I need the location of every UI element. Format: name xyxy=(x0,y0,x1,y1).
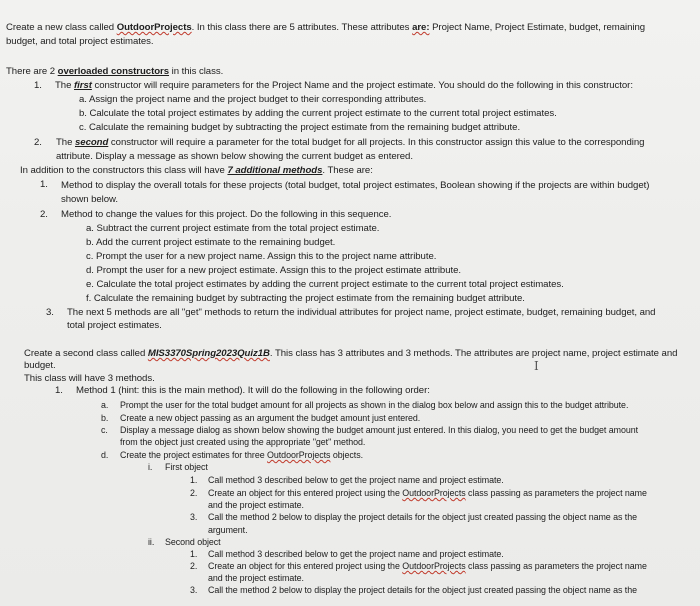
list-number: 2. xyxy=(190,488,198,498)
item-text: The xyxy=(56,137,75,148)
method-3-line-2: total project estimates. xyxy=(67,320,162,331)
method-2-a: a. Subtract the current project estimate from the total project estimate. xyxy=(86,223,380,234)
intro-are-word: are: xyxy=(412,22,430,33)
step-c-line-2: from the object just created using the appropriate "get" method. xyxy=(120,437,366,447)
list-number: 3. xyxy=(46,307,54,318)
step-b: Create a new object passing as an argument the budget amount just entered. xyxy=(120,413,421,423)
constructor-1-text xyxy=(55,80,633,92)
list-number: 1. xyxy=(190,475,198,485)
list-number: 3. xyxy=(190,512,198,522)
first-object-step-2 xyxy=(208,487,647,499)
constructor-2-line-2: attribute. Display a message as shown below showing the current budget as entered. xyxy=(56,151,413,162)
item-text: Create an object for this entered project using the xyxy=(208,488,403,498)
second-class-line-1 xyxy=(24,348,677,360)
method-1-line-2: shown below. xyxy=(61,194,118,205)
second-object-step-2-line-2: and the project estimate. xyxy=(208,573,304,583)
method-3-line-1: The next 5 methods are all "get" methods to return the individual attributes for project name, project estimate, budget, remaining budget, and xyxy=(67,307,656,318)
step-a: Prompt the user for the total budget amount for all projects as shown in the dialog box below and assign this to the budget attribute. xyxy=(120,400,629,410)
methods-heading xyxy=(20,165,373,177)
list-roman: i. xyxy=(148,462,153,472)
item-text: . This class has 3 attributes and 3 methods. The attributes are project name, project estimate and xyxy=(269,348,678,359)
additional-methods-label: 7 additional methods xyxy=(227,165,323,176)
second-object-step-3: Call the method 2 below to display the project details for the object just created passing the object name as the xyxy=(208,585,637,595)
list-letter: b. xyxy=(101,413,109,423)
list-number: 1. xyxy=(34,80,42,91)
list-number: 1. xyxy=(55,385,63,396)
second-class-line-2: budget. xyxy=(24,360,56,371)
step-c-line-1: Display a message dialog as shown below showing the budget amount just entered. In this dialog, you need to get the budget amount xyxy=(120,425,639,435)
class-name-outdoorprojects: OutdoorProjects xyxy=(402,488,466,498)
item-text: Create a second class called xyxy=(24,348,148,359)
list-roman: ii. xyxy=(148,537,155,547)
first-label: first xyxy=(74,80,92,91)
constructor-1-b: b. Calculate the total project estimates by adding the current project estimate to the current total project estimates. xyxy=(79,108,557,119)
item-text: constructor will require a parameter for the total budget for all projects. In this constructor assign this value to the corresponding xyxy=(108,137,645,148)
list-number: 3. xyxy=(190,585,198,595)
second-object-step-2 xyxy=(208,560,647,572)
first-object-step-3: Call the method 2 below to display the project details for the object just created passing the object name as the xyxy=(208,512,637,522)
heading-text: . These are: xyxy=(322,165,373,176)
method-2-f: f. Calculate the remaining budget by subtracting the project estimate from the remaining budget attribute. xyxy=(86,293,525,304)
method-2-line-1: Method to change the values for this project. Do the following in this sequence. xyxy=(61,209,392,220)
class-name-quiz: MIS3370Spring2023Quiz1B xyxy=(147,348,270,359)
intro-text: Create a new class called xyxy=(6,22,117,33)
first-object-step-2-line-2: and the project estimate. xyxy=(208,500,304,510)
class-name-outdoorprojects: OutdoorProjects xyxy=(116,22,192,33)
item-text: class passing as parameters the project name xyxy=(465,488,647,498)
item-text: Create an object for this entered project using the xyxy=(208,561,403,571)
constructor-2-text xyxy=(56,137,644,149)
heading-text: in this class. xyxy=(169,66,224,77)
intro-line-2: budget, and total project estimates. xyxy=(6,36,154,47)
item-text: objects. xyxy=(330,450,364,460)
item-text: class passing as parameters the project name xyxy=(465,561,647,571)
class-name-outdoorprojects: OutdoorProjects xyxy=(402,561,466,571)
first-object-title: First object xyxy=(165,462,208,472)
method-2-c: c. Prompt the user for a new project name. Assign this to the project name attribute. xyxy=(86,251,437,262)
first-object-step-1: Call method 3 described below to get the project name and project estimate. xyxy=(208,475,504,485)
item-text: Create the project estimates for three xyxy=(120,450,268,460)
second-class-line-3: This class will have 3 methods. xyxy=(24,373,155,384)
list-number: 1. xyxy=(190,549,198,559)
second-object-title: Second object xyxy=(165,537,221,547)
heading-text: In addition to the constructors this class will have xyxy=(20,165,228,176)
second-class-method-1: Method 1 (hint: this is the main method). It will do the following in the following order: xyxy=(76,385,430,396)
constructors-heading xyxy=(6,66,223,78)
intro-line-1 xyxy=(6,22,645,34)
item-text: constructor will require parameters for the Project Name and the project estimate. You should do the following in this constructor: xyxy=(91,80,633,91)
constructor-1-a: a. Assign the project name and the project budget to their corresponding attributes. xyxy=(79,94,427,105)
heading-text: There are 2 xyxy=(6,66,58,77)
method-2-d: d. Prompt the user for a new project estimate. Assign this to the project estimate attribute. xyxy=(86,265,462,276)
intro-text: Project Name, Project Estimate, budget, remaining xyxy=(429,22,646,33)
list-letter: d. xyxy=(101,450,109,460)
second-label: second xyxy=(75,137,109,148)
list-number: 2. xyxy=(190,561,198,571)
intro-text: . In this class there are 5 attributes. These attributes xyxy=(191,22,413,33)
method-1-line-1: Method to display the overall totals for these projects (total budget, total project estimates, Boolean showing if the projects are within budget) xyxy=(61,180,650,191)
method-2-b: b. Add the current project estimate to the remaining budget. xyxy=(86,237,336,248)
list-number: 1. xyxy=(40,179,48,190)
list-letter: a. xyxy=(101,400,109,410)
class-name-outdoorprojects: OutdoorProjects xyxy=(267,450,331,460)
constructor-1-c: c. Calculate the remaining budget by subtracting the project estimate from the remaining budget attribute. xyxy=(79,122,521,133)
item-text: The xyxy=(55,80,74,91)
list-number: 2. xyxy=(40,209,48,220)
list-number: 2. xyxy=(34,137,42,148)
list-letter: c. xyxy=(101,425,108,435)
text-cursor-icon: I xyxy=(534,359,539,373)
first-object-step-3-line-2: argument. xyxy=(208,525,248,535)
method-2-e: e. Calculate the total project estimates by adding the current project estimate to the current total project estimates. xyxy=(86,279,564,290)
overloaded-constructors-label: overloaded constructors xyxy=(57,66,170,77)
step-d xyxy=(120,449,363,461)
second-object-step-1: Call method 3 described below to get the project name and project estimate. xyxy=(208,549,504,559)
